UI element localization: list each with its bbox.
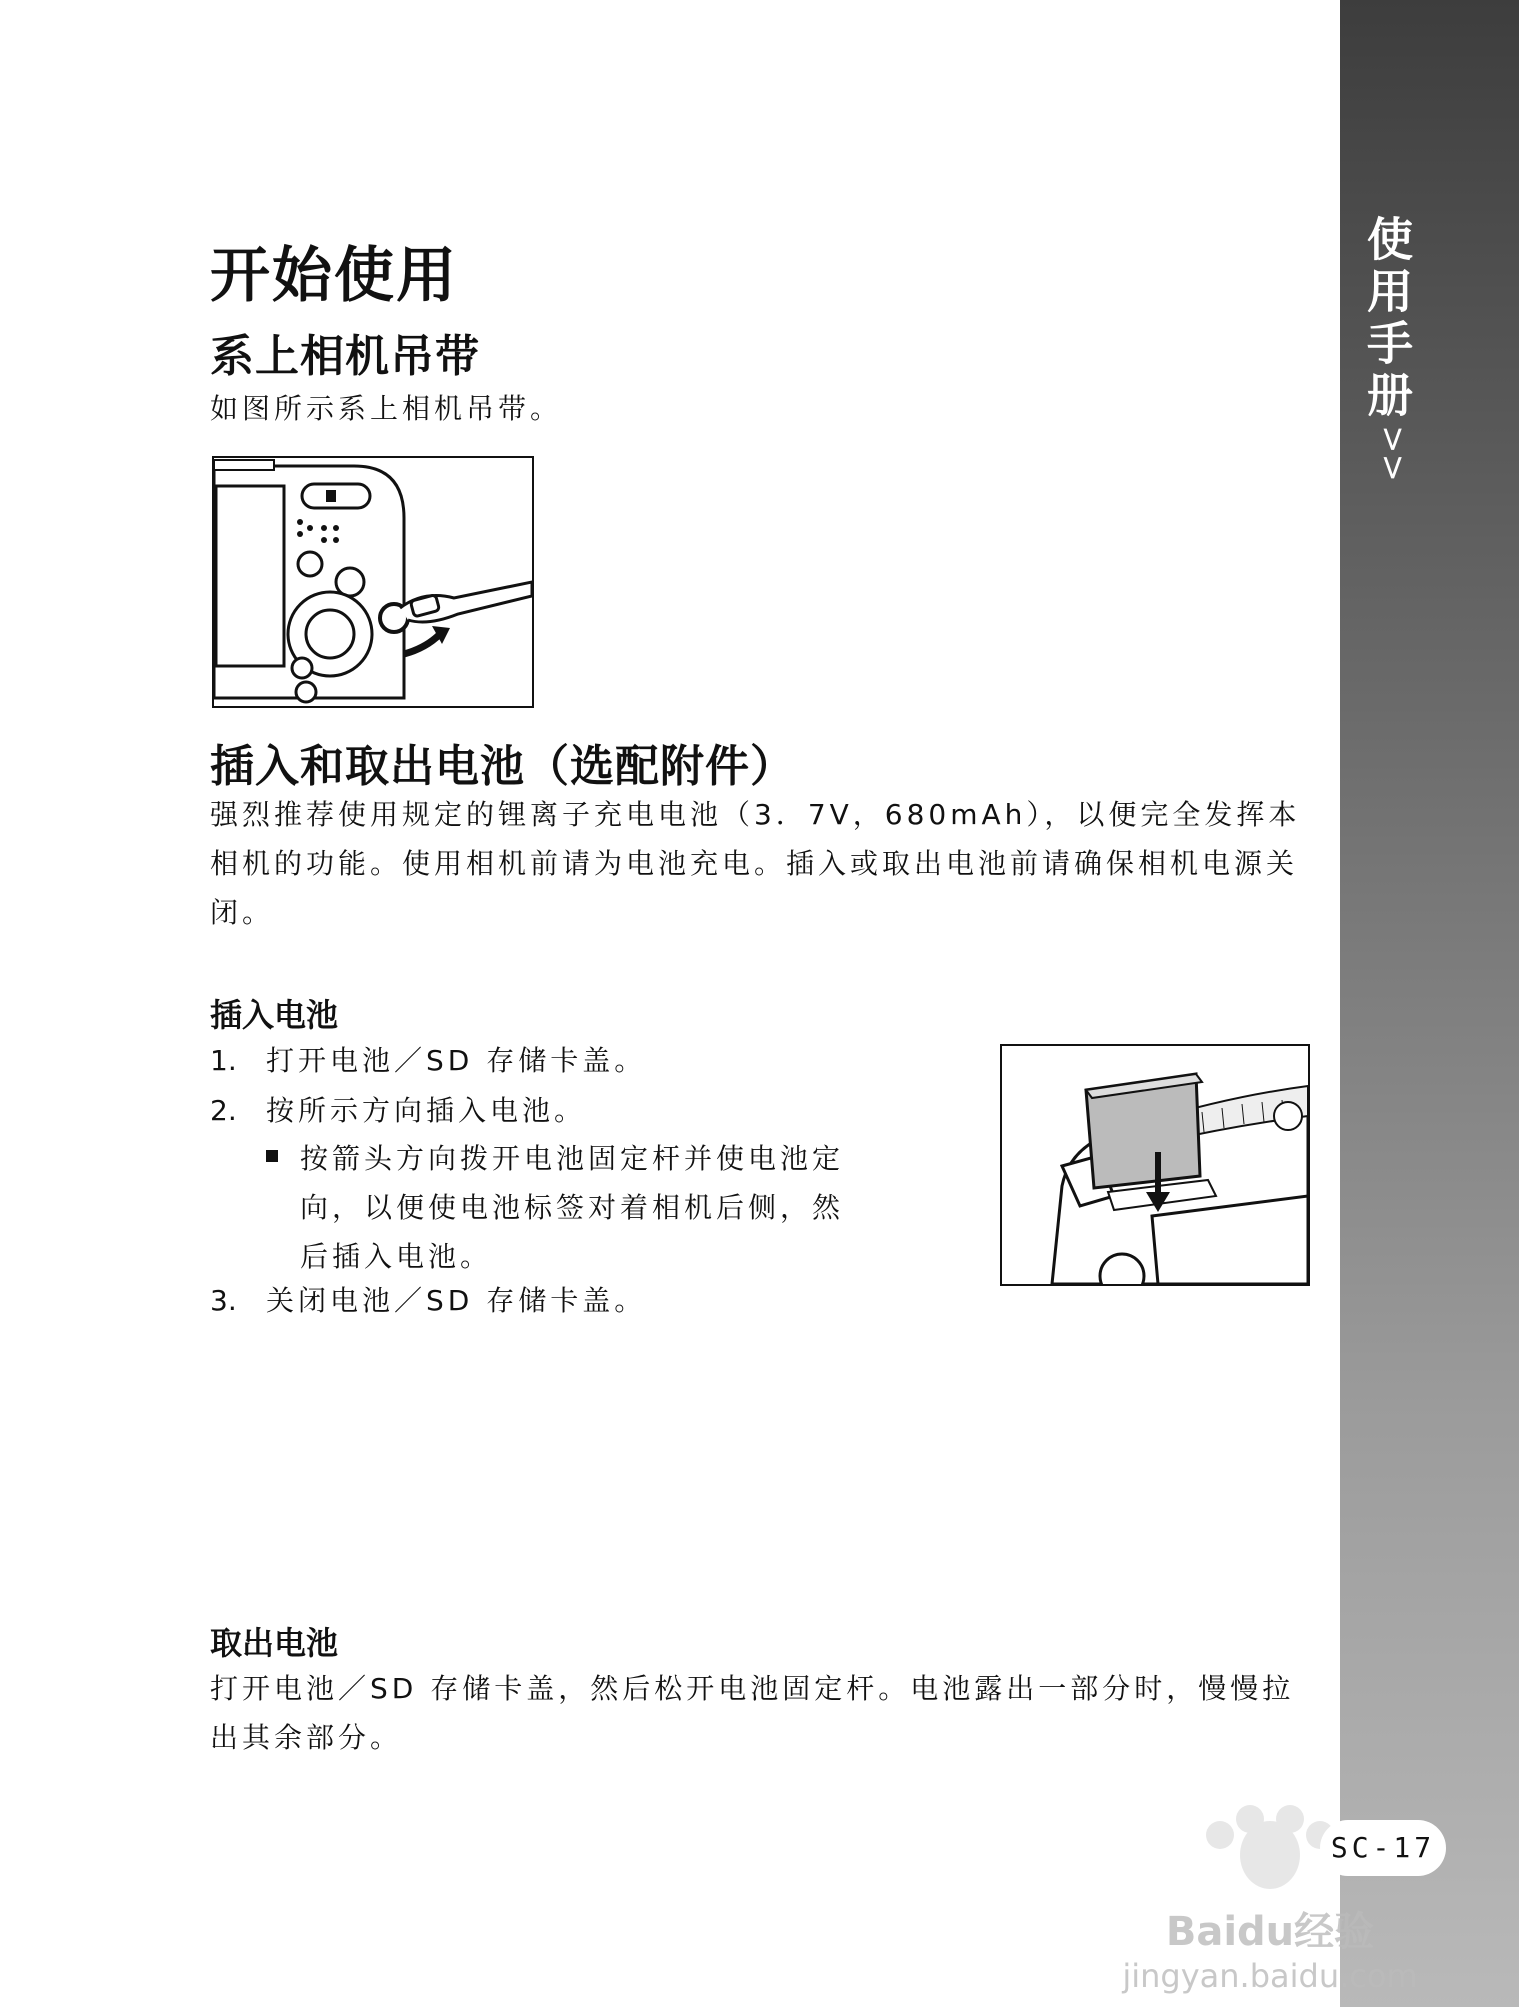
step-number: 3. xyxy=(210,1284,237,1317)
watermark-logo: Baidu经验 xyxy=(1165,1909,1375,1955)
battery-insert-illustration xyxy=(1000,1044,1310,1286)
step-number: 2. xyxy=(210,1094,237,1127)
remove-text: 打开电池／SD 存储卡盖，然后松开电池固定杆。电池露出一部分时，慢慢拉出其余部分。 xyxy=(210,1672,1295,1754)
battery-heading: 插入和取出电池（选配附件） xyxy=(210,741,795,792)
sidebar-title: 使用手册 xyxy=(1360,215,1414,423)
step-text: 打开电池／SD 存储卡盖。 xyxy=(266,1044,647,1077)
insert-step-2 xyxy=(210,1086,586,1135)
battery-paragraph: 强烈推荐使用规定的锂离子充电电池（3．7V，680mAh），以便完全发挥本相机的功能。使用相机前请为电池充电。插入或取出电池前请确保相机电源关闭。 xyxy=(210,798,1301,929)
sidebar-arrows-icon: >> xyxy=(1373,425,1413,482)
step-number: 1. xyxy=(210,1044,237,1077)
camera-strap-icon xyxy=(214,458,532,706)
insert-step-3 xyxy=(210,1276,646,1325)
strap-text: 如图所示系上相机吊带。 xyxy=(210,392,563,425)
step-text: 关闭电池／SD 存储卡盖。 xyxy=(266,1284,647,1317)
step-text: 按所示方向插入电池。 xyxy=(266,1094,587,1127)
watermark-url: Baidu经验 jingyan.baidu.com xyxy=(1090,1900,1450,1995)
strap-illustration xyxy=(212,456,534,708)
insert-step-1 xyxy=(210,1036,646,1085)
bullet-square-icon xyxy=(266,1150,278,1162)
page-title: 开始使用 xyxy=(210,241,458,311)
page-number: SC-17 xyxy=(1320,1820,1446,1876)
strap-heading: 系上相机吊带 xyxy=(210,331,480,382)
remove-heading: 取出电池 xyxy=(210,1624,339,1662)
insert-heading: 插入电池 xyxy=(210,996,339,1034)
battery-insert-icon xyxy=(1002,1046,1308,1284)
insert-bullet-text: 按箭头方向拨开电池固定杆并使电池定向，以便使电池标签对着相机后侧，然后插入电池。 xyxy=(300,1142,845,1273)
